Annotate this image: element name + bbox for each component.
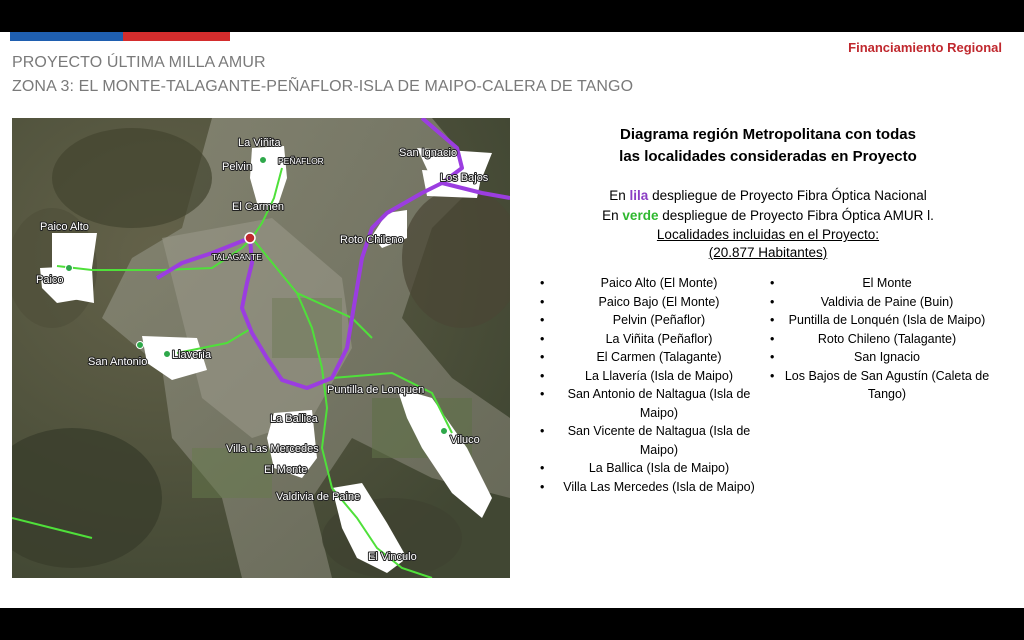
map-label-paico: Paico <box>36 274 64 286</box>
paico-marker-icon <box>66 265 73 272</box>
map-label-villa-las-mercedes: Villa Las Mercedes <box>226 443 319 455</box>
localidades-list-left <box>538 274 768 496</box>
list-item: • La Viñita (Peñaflor) <box>538 330 768 349</box>
list-item: • Los Bajos de San Agustín (Caleta de Tango) <box>768 367 998 404</box>
map-label-valdivia: Valdivia de Paine <box>276 491 361 503</box>
list-item: • Paico Alto (El Monte) <box>538 274 768 293</box>
pelvin-marker-icon <box>260 157 267 164</box>
list-item: • Roto Chileno (Talagante) <box>768 330 998 349</box>
flag-bar <box>10 32 230 41</box>
map-label-talagante: TALAGANTE <box>212 252 262 262</box>
diagram-title: Diagrama región Metropolitana con todas las localidades consideradas en Proyecto <box>619 126 917 165</box>
talagante-marker-icon <box>245 233 255 243</box>
legend-verde-word: verde <box>622 208 659 223</box>
map-label-el-vinculo: El Vinculo <box>368 551 417 563</box>
list-item: • San Vicente de Naltagua (Isla de Maipo) <box>538 422 768 459</box>
map-label-penaflor: PEÑAFLOR <box>278 156 324 166</box>
map-label-los-bajos: Los Bajos <box>440 172 489 184</box>
list-item: • San Antonio de Naltagua (Isla de Maipo) <box>538 385 768 422</box>
brand-label: Financiamiento Regional <box>848 40 1002 55</box>
localidades-list-right <box>768 274 998 496</box>
localidades-heading: Localidades incluidas en el Proyecto: (20.877 Habitantes) <box>656 227 880 260</box>
slide <box>0 32 1024 608</box>
legend <box>538 186 998 262</box>
map-label-paico-alto: Paico Alto <box>40 221 89 233</box>
legend-verde: En verde despliegue de Proyecto Fibra Óptica AMUR l. <box>602 208 934 223</box>
list-item: • Paico Bajo (El Monte) <box>538 293 768 312</box>
map-label-san-ignacio: San Ignacio <box>399 147 458 159</box>
info-panel <box>538 124 998 496</box>
legend-lila-word: lila <box>629 188 649 203</box>
page-title: PROYECTO ÚLTIMA MILLA AMUR <box>12 54 266 71</box>
localidades-columns <box>538 274 998 496</box>
map-label-la-vinita: La Viñita <box>238 137 281 149</box>
viluco-marker-icon <box>441 428 448 435</box>
list-item: • El Monte <box>768 274 998 293</box>
map-label-llaveria: Llavería <box>172 349 212 361</box>
san-antonio-marker-icon <box>137 342 144 349</box>
list-item: • Valdivia de Paine (Buin) <box>768 293 998 312</box>
llaveria-marker-icon <box>164 351 171 358</box>
map-label-puntilla: Puntilla de Lonquen <box>327 384 425 396</box>
map-label-san-antonio: San Antonio <box>88 356 148 368</box>
list-item: • La Ballica (Isla de Maipo) <box>538 459 768 478</box>
map-label-viluco: Viluco <box>450 434 480 446</box>
list-item: • La Llavería (Isla de Maipo) <box>538 367 768 386</box>
map-label-roto-chileno: Roto Chileno <box>340 234 404 246</box>
legend-lila: En lila despliegue de Proyecto Fibra Óptica Nacional <box>609 188 927 203</box>
map-label-la-ballica: La Ballica <box>270 413 318 425</box>
list-item: • Villa Las Mercedes (Isla de Maipo) <box>538 478 768 497</box>
map-label-el-monte: El Monte <box>264 464 308 476</box>
page-subtitle: ZONA 3: EL MONTE-TALAGANTE-PEÑAFLOR-ISLA DE MAIPO-CALERA DE TANGO <box>12 78 634 95</box>
list-item: • El Carmen (Talagante) <box>538 348 768 367</box>
list-item: • Pelvin (Peñaflor) <box>538 311 768 330</box>
map-label-pelvin: Pelvin <box>222 161 252 173</box>
map-label-el-carmen: El Carmen <box>232 201 284 213</box>
list-item: • San Ignacio <box>768 348 998 367</box>
list-item: • Puntilla de Lonquén (Isla de Maipo) <box>768 311 998 330</box>
satellite-map <box>12 118 510 578</box>
